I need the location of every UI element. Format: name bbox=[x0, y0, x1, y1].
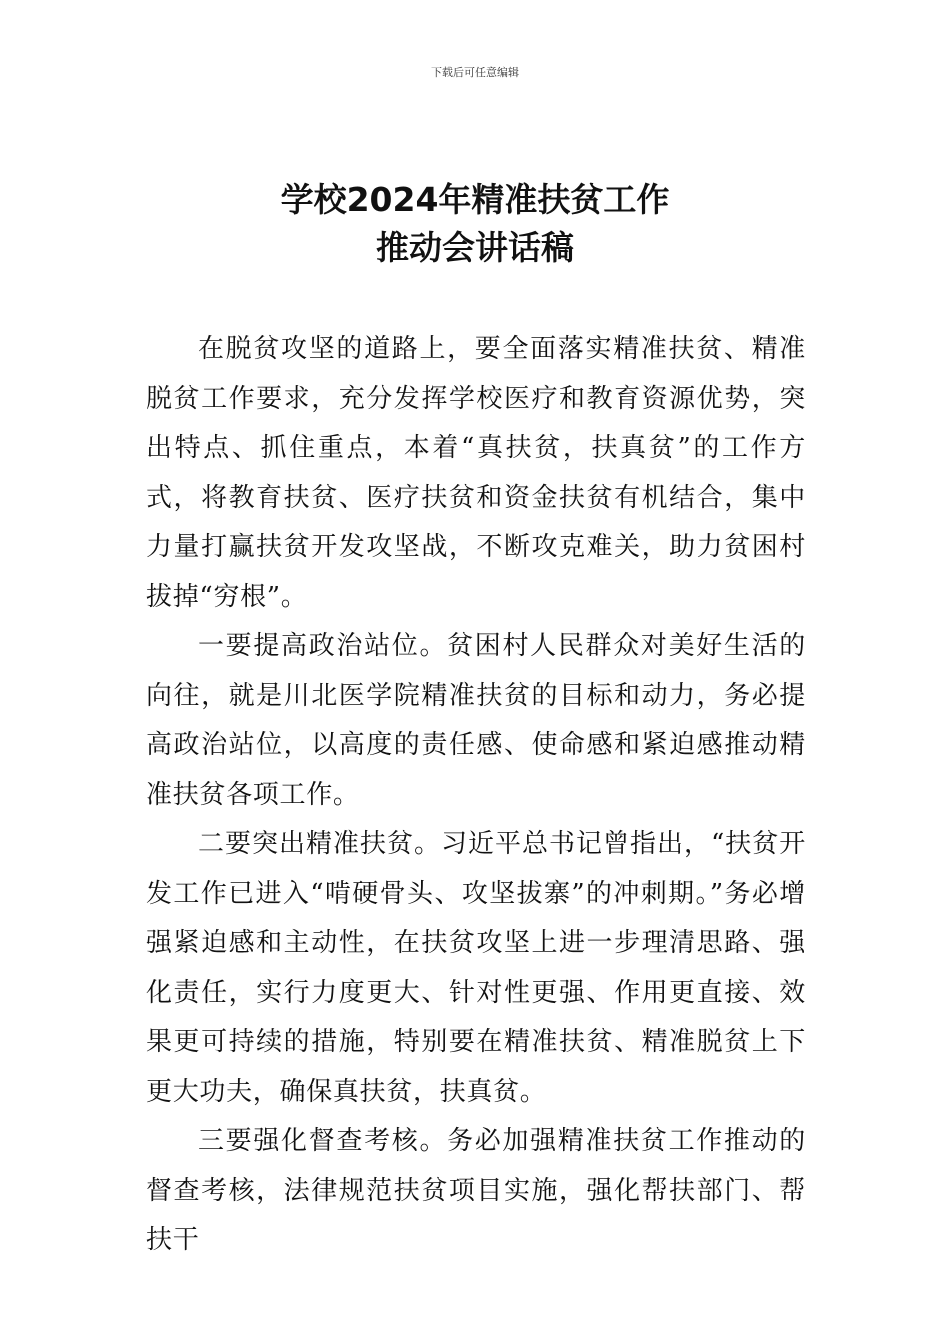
paragraph-intro: 在脱贫攻坚的道路上，要全面落实精准扶贫、精准脱贫工作要求，充分发挥学校医疗和教育资源优势，突出特点、抓住重点，本着“真扶贫，扶真贫”的工作方式，将教育扶贫、医疗扶贫和资金扶贫有机结合，集中力量打赢扶贫开发攻坚战，不断攻克难关，助力贫困村拔掉“穷根”。 bbox=[146, 334, 806, 612]
document-body bbox=[146, 325, 806, 1266]
document-title-line-1: 学校2024年精准扶贫工作 bbox=[280, 180, 670, 219]
document-title bbox=[0, 176, 950, 272]
document-title-line-2: 推动会讲话稿 bbox=[376, 228, 574, 267]
paragraph-point-2: 二要突出精准扶贫。习近平总书记曾指出，“扶贫开发工作已进入“啃硬骨头、攻坚拔寨”的冲刺期。”务必增强紧迫感和主动性，在扶贫攻坚上进一步理清思路、强化责任，实行力度更大、针对性更强、作用更直接、效果更可持续的措施，特别要在精准扶贫、精准脱贫上下更大功夫，确保真扶贫，扶真贫。 bbox=[146, 829, 806, 1107]
paragraph-point-1: 一要提高政治站位。贫困村人民群众对美好生活的向往，就是川北医学院精准扶贫的目标和动力，务必提高政治站位，以高度的责任感、使命感和紧迫感推动精准扶贫各项工作。 bbox=[146, 631, 806, 810]
paragraph-point-3: 三要强化督查考核。务必加强精准扶贫工作推动的督查考核，法律规范扶贫项目实施，强化帮扶部门、帮扶干 bbox=[146, 1126, 806, 1255]
page-header-note: 下载后可任意编辑 bbox=[431, 66, 519, 79]
